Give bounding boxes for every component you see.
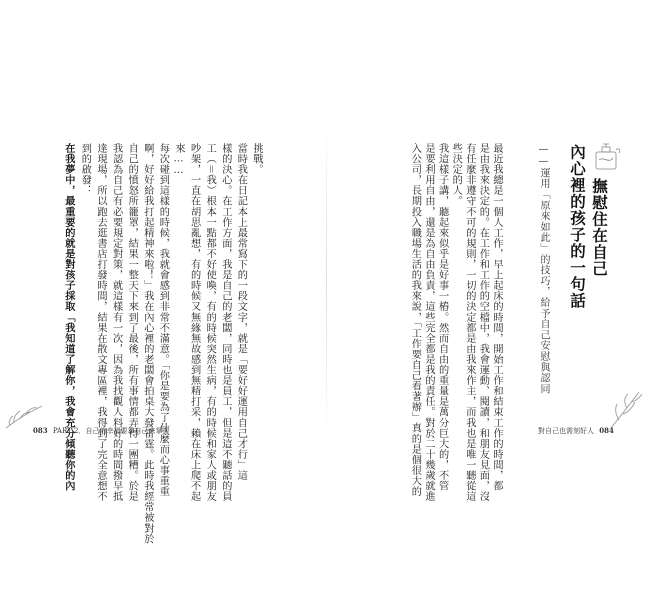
- chapter-subtitle: ——運用「原來如此」的技巧，給予自己安慰與認同: [538, 144, 549, 395]
- right-page-text-column: 些決定的人。: [450, 143, 462, 207]
- grass-sprig-right-decoration: [605, 386, 645, 430]
- right-page-text-column: 我這樣子講，聽起來似乎是好事一樁。然而自由的重量是萬分巨大的，不管: [436, 143, 448, 492]
- left-page-text-column: 自己的憤怒所籠罩，結果一整天下來到了最後，所有事情都弄得一團糟。於是: [126, 143, 138, 502]
- right-footer: [538, 426, 617, 436]
- right-footer-label: 對自己也需刻好人: [538, 427, 594, 435]
- right-page: [327, 0, 654, 609]
- right-page-text-column: 是由我來決定的。在工作和工作的空檔中，我會運動、閱讀，和朋友見面，沒: [477, 143, 489, 502]
- left-footer: [30, 426, 169, 436]
- chapter-title-line-2: 內心裡的孩子的一句話: [568, 144, 587, 309]
- perfume-bottle-illustration: [589, 142, 623, 172]
- left-page-text-column: 每次碰到這樣的時候，我就會感到非常不滿意。「你是要為了什麼而心事重重: [157, 143, 169, 497]
- right-page-text-column: 最近我總是一個人工作，早上起床的時間，開始工作和結束工作的時間，都: [491, 143, 502, 492]
- left-page-text-column: 樣的決心。在工作方面，我是自己的老闆，同時也是員工，但是這不聽話的員: [219, 143, 231, 502]
- left-page: [0, 0, 327, 609]
- right-page-text-column: 入公司，長期投入職場生活的我來說，「工作要自己看著辦」真的是個很大的: [409, 143, 421, 497]
- left-page-text-column: 挑戰。: [251, 143, 262, 175]
- left-footer-label: PART 2．自己的幸福要靠自己來掌握: [52, 427, 170, 435]
- left-page-text-column: 來……: [173, 143, 184, 177]
- left-page-text-column: 吵架，一直在胡思亂想，有的時候又無緣無故感到無精打采，賴在床上爬不起: [188, 143, 200, 502]
- chapter-title-line-1: 撫慰住在自己: [590, 178, 609, 277]
- left-page-text-column: 工（＝我）根本一點都不好使喚，有的時候突然生病，有的時候和家人或朋友: [204, 143, 216, 502]
- left-page-text-column: 我認為自己有必要規定對策，就這樣有一次，因為我找觀人料好的時間撥早抵: [110, 143, 122, 502]
- right-page-number: 084: [599, 426, 614, 435]
- left-page-text-column: 啊，好好給我打起精神來啦！」我在內心裡的老闆會拍桌大發雷霆。此時我經常被對於: [141, 143, 153, 544]
- left-page-text-column: 到的啟發：: [79, 143, 91, 196]
- left-page-text-column: 達現場，所以跑去逛書店打發時間，結果在散文專區裡，我得到了完全意想不: [95, 143, 106, 502]
- left-page-text-column: 當時我在日記本上最常寫下的一段文字，就是「要好好運用自己才行」這: [235, 143, 247, 481]
- right-page-text-column: 是要利用自由，還是為自由負責，這些完全都是我的責任。對於二十幾歲就進: [423, 143, 434, 502]
- left-page-number: 083: [33, 426, 48, 435]
- left-page-text-column: 在我夢中，最重要的就是對孩子採取「我知道了解你，我會充分傾聽你的內: [62, 143, 75, 492]
- right-page-text-column: 有任麼非遵守不可的規則，一切的決定都是由我來作主，而我也是唯一聽從這: [463, 143, 475, 502]
